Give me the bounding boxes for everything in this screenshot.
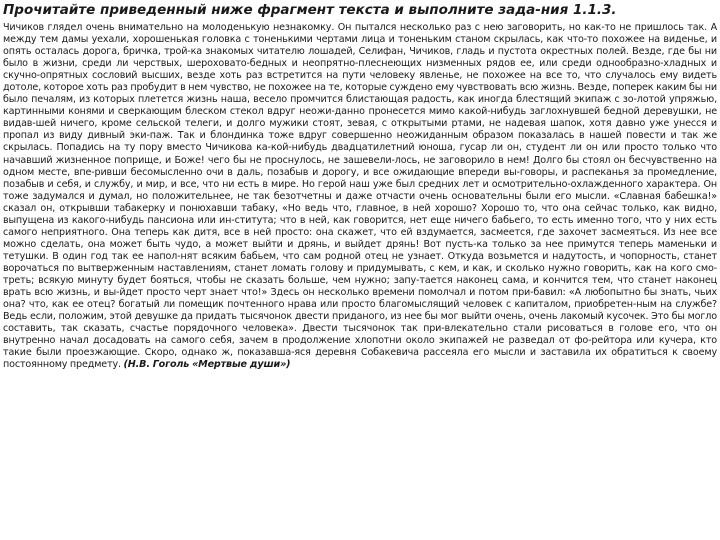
document-page (3, 2, 717, 371)
task-heading: Прочитайте приведенный ниже фрагмент текста и выполните зада-ния 1.1.3. (3, 2, 617, 18)
excerpt-source: (Н.В. Гоголь «Мертвые души») (123, 359, 291, 371)
excerpt-paragraph (3, 22, 717, 371)
excerpt-text: Чичиков глядел очень внимательно на молоденькую незнакомку. Он пытался несколько раз с нею заговорить, но как-то не пришлось так. А между тем дамы уехали, хорошенькая головка с тоненькими чертами лица и тоненьким станом скрылась, как что-то похожее на виденье, и опять осталась дорога, бричка, трой-ка знакомых читателю лошадей, Селифан, Чичиков, гладь и пустота окрестных полей. Везде, где бы ни было в жизни, среди ли черствых, шероховато-бедных и неопрятно-плеснеющих низменных рядов ее, или среди однообразно-хладных и скучно-опрятных сословий высших, везде хоть раз встретится на пути человеку явленье, не похожее на все то, что случалось ему видеть дотоле, которое хоть раз пробудит в нем чувство, не похожее на те, которые суждено ему чувствовать всю жизнь. Везде, поперек каким бы ни было печалям, из которых плетется жизнь наша, весело промчится блистающая радость, как иногда блестящий экипаж с зо-лотой упряжью, картинными конями и сверкающим блеском стекол вдруг неожи-данно пронесется мимо какой-нибудь заглохнувшей бедной деревушки, не видав-шей ничего, кроме сельской телеги, и долго мужики стоят, зевая, с открытыми ртами, не надевая шапок, хотя давно уже унесся и пропал из виду дивный эки-паж. Так и блондинка тоже вдруг совершенно неожиданным образом показалась в нашей повести и так же скрылась. Попадись на ту пору вместо Чичикова ка-кой-нибудь двадцатилетний юноша, гусар ли он, студент ли он или просто только что начавший жизненное поприще, и Боже! чего бы не проснулось, не зашевели-лось, не заговорило в нем! Долго бы стоял он бесчувственно на одном месте, впе-ривши бесомысленно очи в даль, позабыв и дорогу, и все ожидающие впереди вы-говоры, и распеканья за промедление, позабыв и себя, и службу, и мир, и все, что ни есть в мире. Но герой наш уже был средних лет и осмотрительно-охлажденного характера. Он тоже задумался и думал, но положительнее, не так безотчетны и даже отчасти очень основательны были его мысли. «Славная бабешка!» сказал он, открывши табакерку и понюхавши табаку, «Но ведь что, главное, в ней хорошо? Хорошо то, что она сейчас только, как видно, выпущена из какого-нибудь пансиона или ин-ститута; что в ней, как говорится, нет еще ничего бабьего, то есть именно того, что у них есть самого неприятного. Она теперь как дитя, все в ней просто: она скажет, что ей вздумается, засмеется, где захочет засмеяться. Из нее все можно сделать, она может быть чудо, а может выйти и дрянь, и выйдет дрянь! Вот пусть-ка только за нее примутся теперь маменьки и тетушки. В один год так ее напол-нят всяким бабьем, что сам родной отец не узнает. Откуда возьмется и надутость, и чопорность, станет ворочаться по вытверженным наставлениям, станет ломать голову и придумывать, с кем, и как, и сколько нужно говорить, как на кого смо-треть; всякую минуту будет бояться, чтобы не сказать больше, чем нужно; запу-тается наконец сама, и кончится тем, что станет наконец врать всю жизнь, и вы-йдет просто черт знает что!» Здесь он несколько времени помолчал и потом при-бавил: «А любопытно бы знать, чьих она? что, как ее отец? богатый ли помещик почтенного нрава или просто благомыслящий человек с капиталом, приобретен-ным на службе? Ведь если, положим, этой девушке да придать тысячонок двести приданого, из нее бы мог выйти очень, очень лакомый кусочек. Это бы могло составить, так сказать, счастье порядочного человека». Двести тысячонок так при-влекательно стали рисоваться в голове его, что он внутренно начал досадовать на самого себя, зачем в продолжение хлопотни около экипажей не разведал от фо-рейтора или кучера, кто такие были проезжающие. Скоро, однако ж, показавша-яся деревня Собакевича рассеяла его мысли и заставила их обратиться к своему постоянному предмету. (3, 22, 717, 371)
